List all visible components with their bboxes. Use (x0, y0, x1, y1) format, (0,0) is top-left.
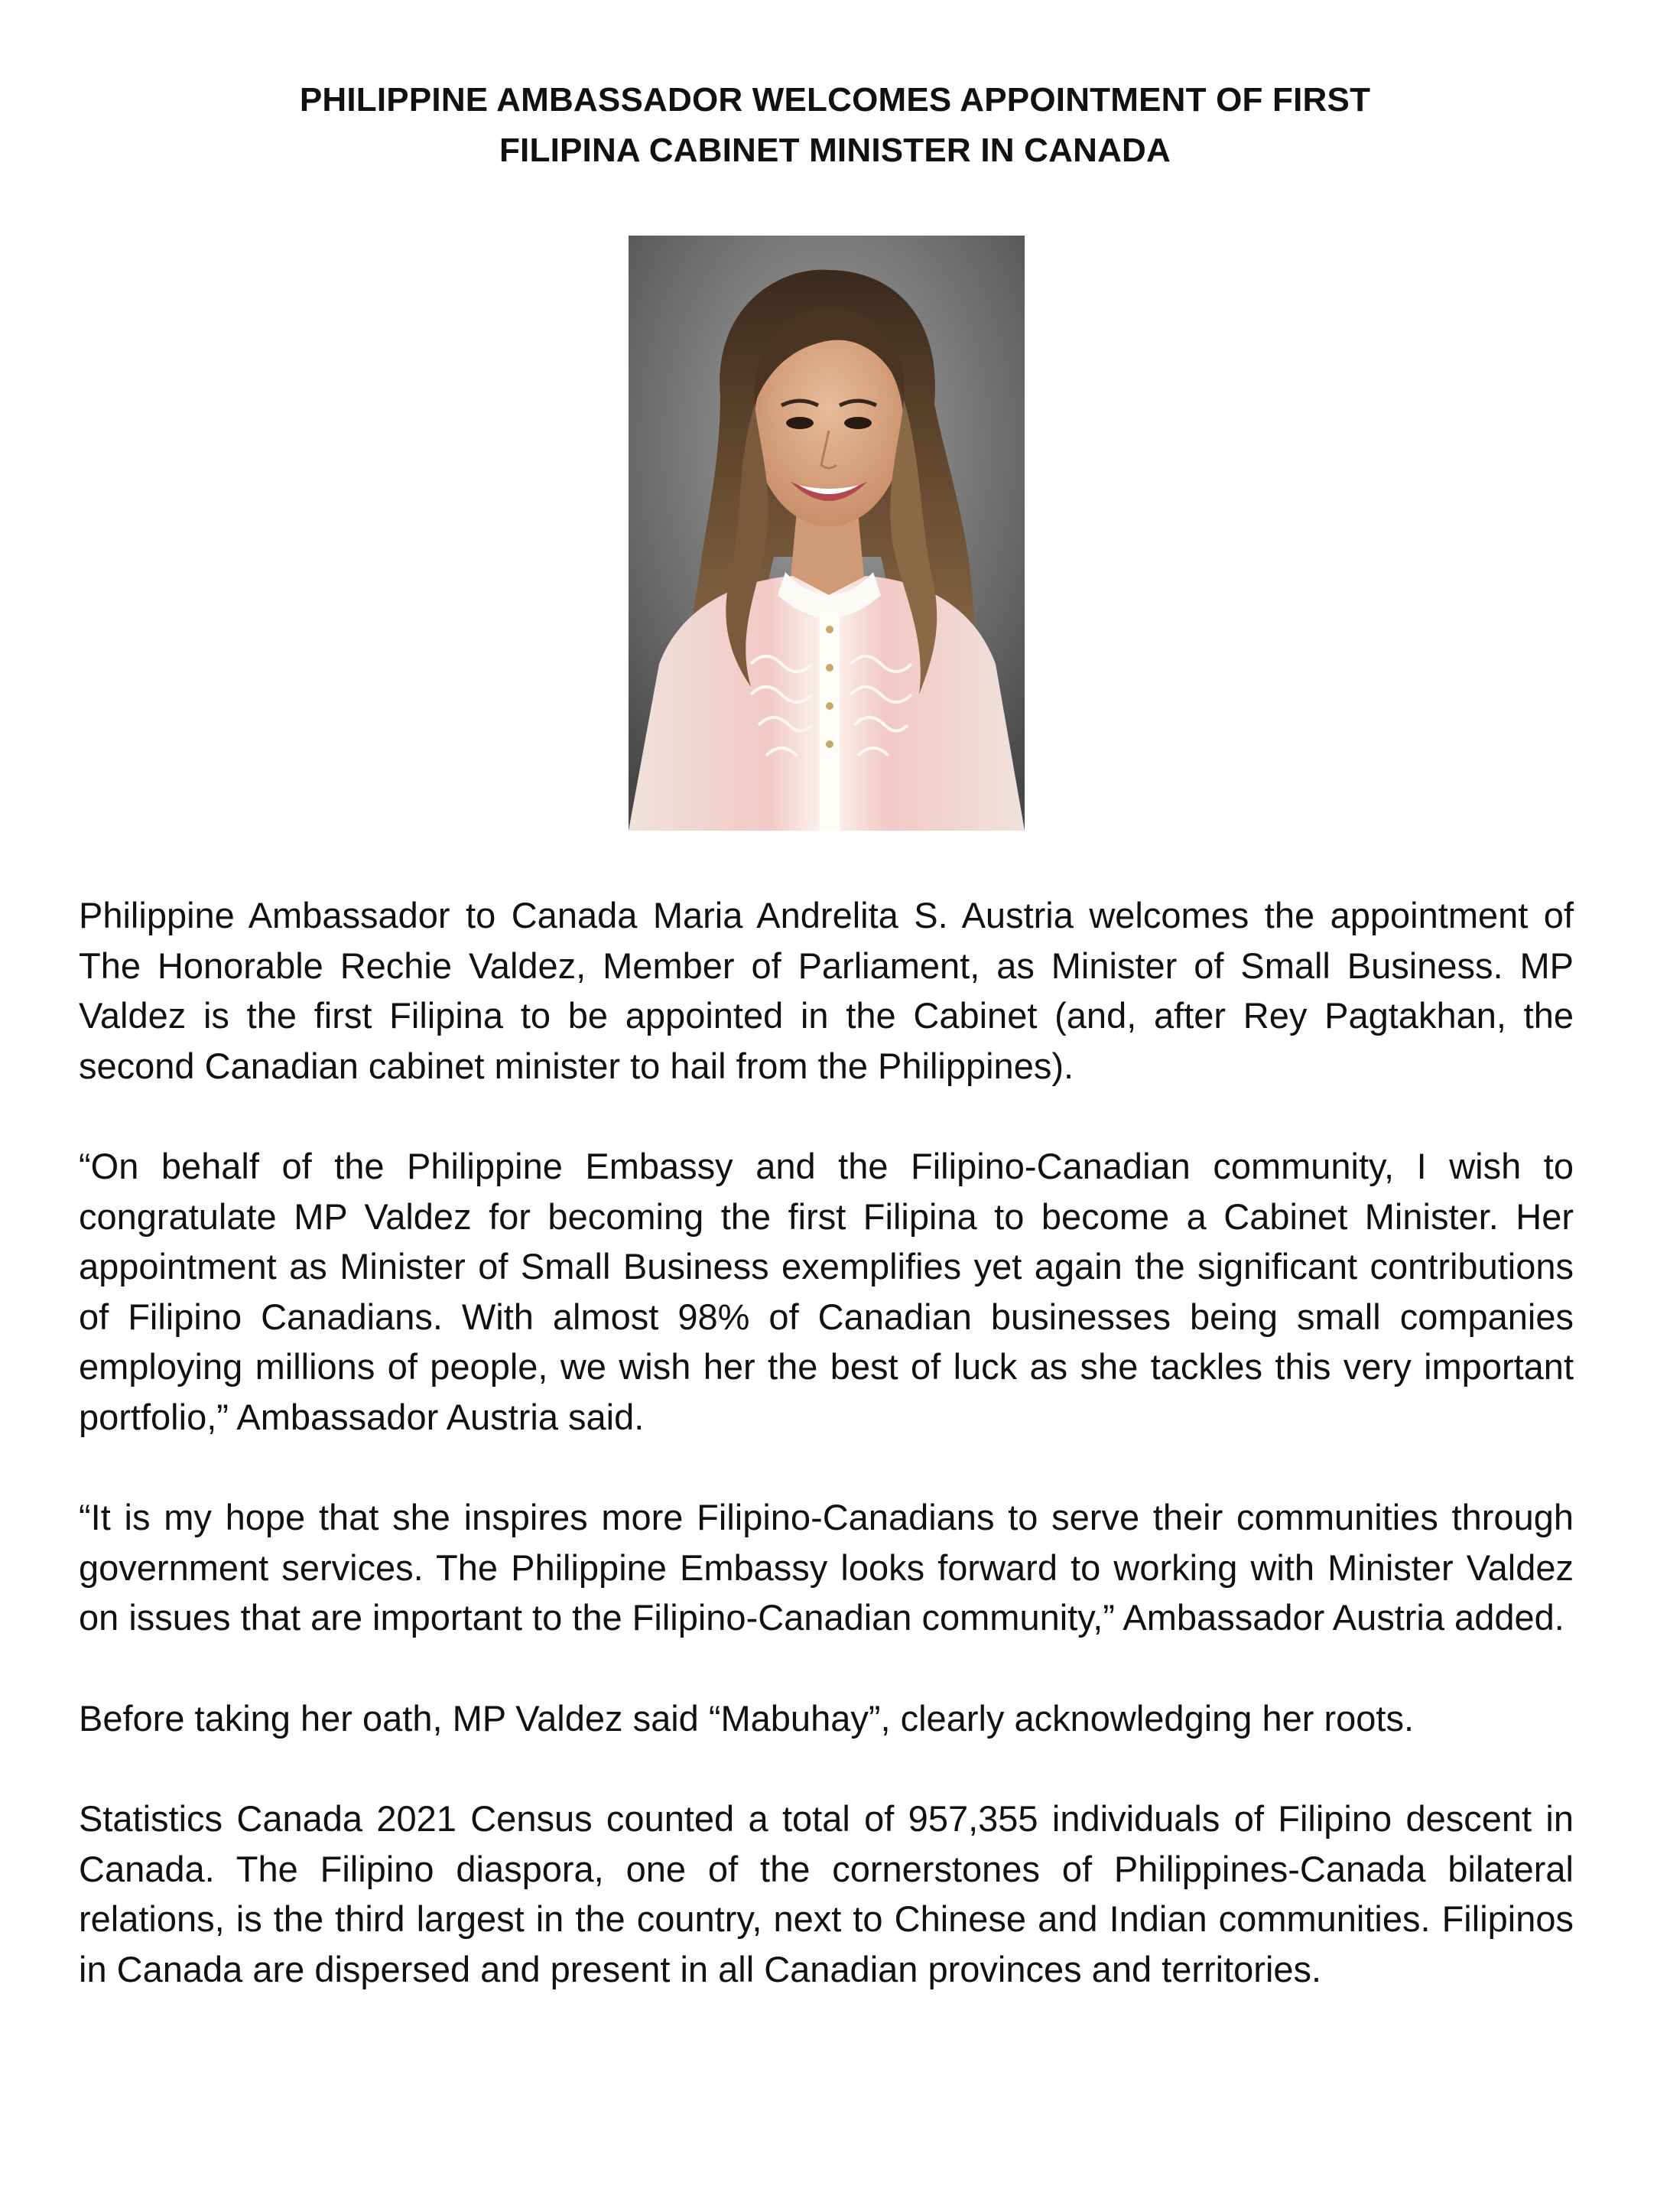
title-line-2: FILIPINA CABINET MINISTER IN CANADA (499, 132, 1171, 169)
page-title (122, 75, 1548, 176)
paragraph-4: Before taking her oath, MP Valdez said “Mabuhay”, clearly acknowledging her roots. (79, 1697, 1415, 1739)
paragraph-3: “It is my hope that she inspires more Filipino-Canadians to serve their communities through government services. The Philippine Embassy looks forward to working with Minister Valdez on issues that are important to the Filipino-Canadian community,” Ambassador Austria added. (79, 1497, 1574, 1638)
paragraph-5: Statistics Canada 2021 Census counted a total of 957,355 individuals of Filipino descent in Canada. The Filipino diaspora, one of the cornerstones of Philippines-Canada bilateral relations, is the third largest in the country, next to Chinese and Indian communities. Filipinos in Canada are dispersed and present in all Canadian provinces and territories. (79, 1798, 1574, 1989)
title-line-1: PHILIPPINE AMBASSADOR WELCOMES APPOINTMENT OF FIRST (299, 81, 1371, 119)
article-body (79, 890, 1574, 2044)
paragraph-2: “On behalf of the Philippine Embassy and the Filipino-Canadian community, I wish to congratulate MP Valdez for becoming the first Filipina to become a Cabinet Minister. Her appointment as Minister of Small Business exemplifies yet again the significant contributions of Filipino Canadians. With almost 98% of Canadian businesses being small companies employing millions of people, we wish her the best of luck as she tackles this very important portfolio,” Ambassador Austria said. (79, 1146, 1574, 1437)
paragraph-1: Philippine Ambassador to Canada Maria Andrelita S. Austria welcomes the appointment of The Honorable Rechie Valdez, Member of Parliament, as Minister of Small Business. MP Valdez is the first Filipina to be appointed in the Cabinet (and, after Rey Pagtakhan, the second Canadian cabinet minister to hail from the Philippines). (79, 895, 1574, 1086)
portrait-photo (629, 236, 1025, 831)
